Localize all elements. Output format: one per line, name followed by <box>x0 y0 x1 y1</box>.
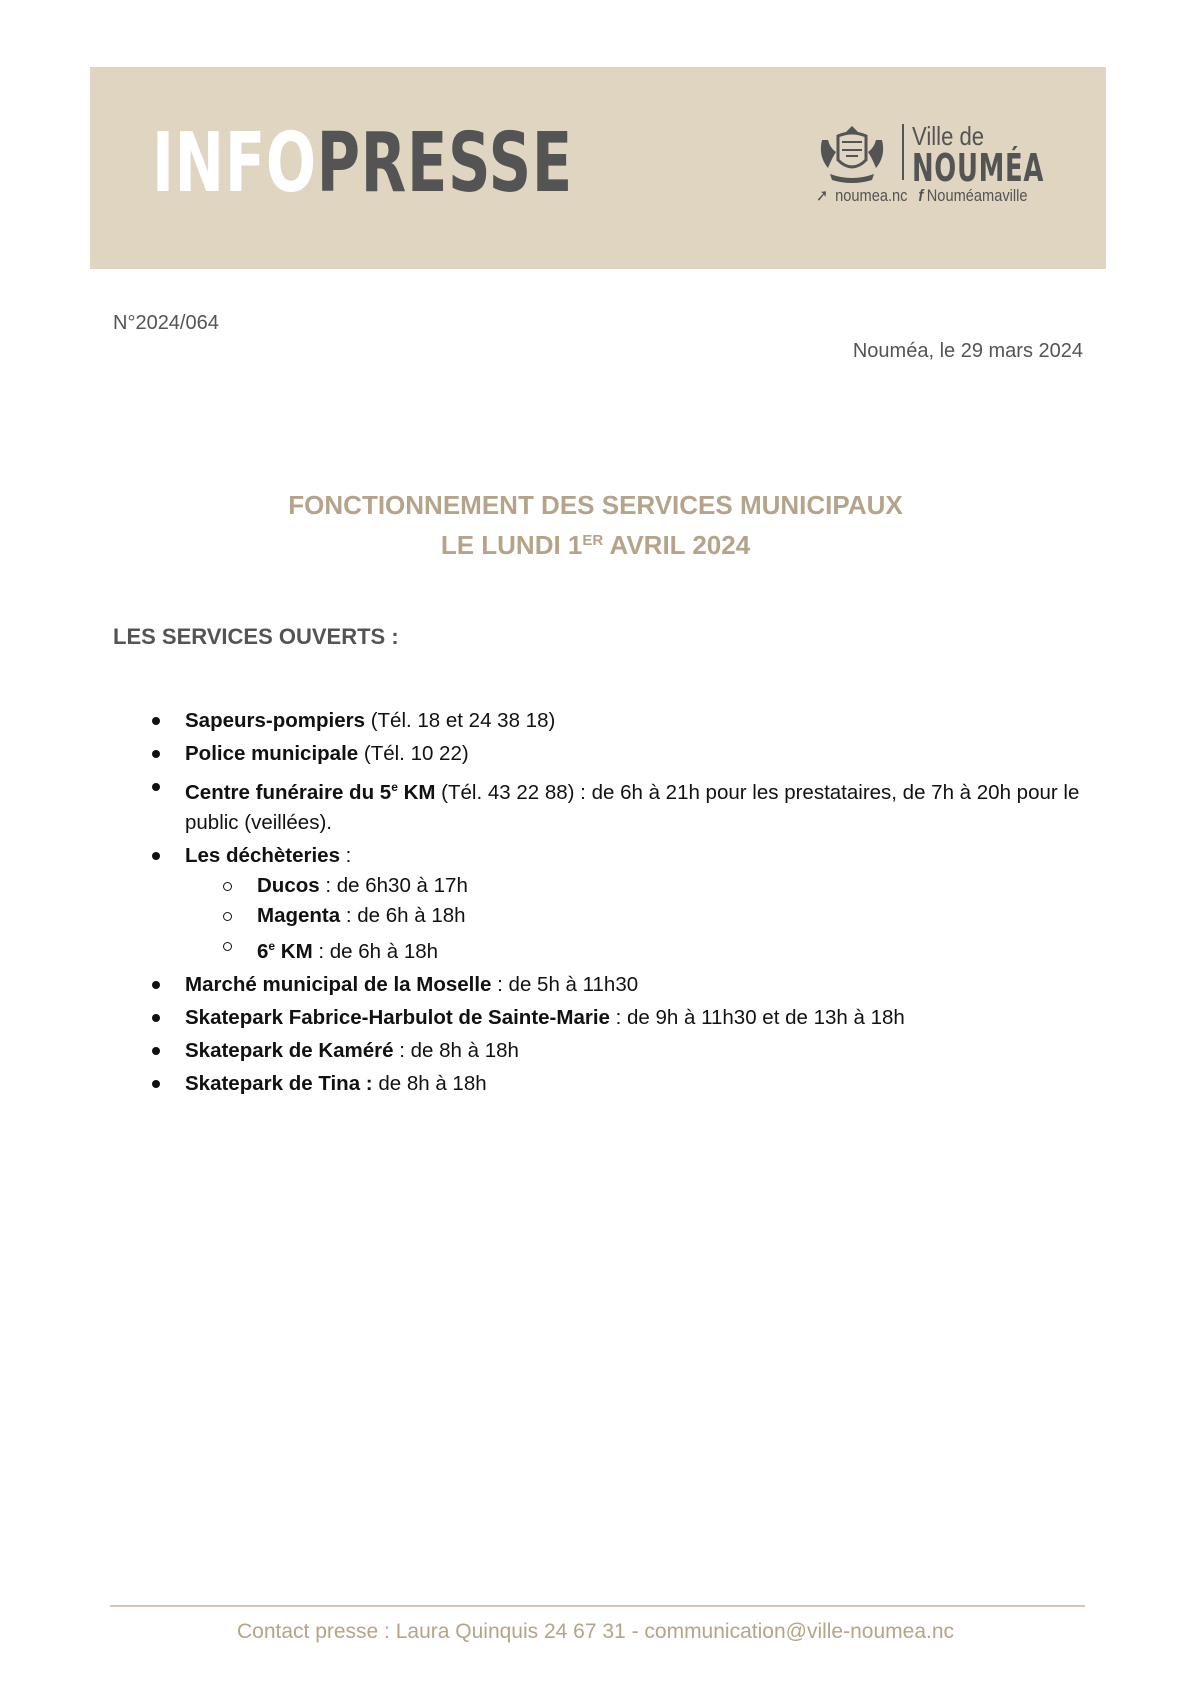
sub-list-item <box>0 871 1191 901</box>
subitem-name-sup: e <box>268 939 276 953</box>
list-item <box>0 706 1191 736</box>
list-item <box>0 1069 1191 1099</box>
list-item <box>0 970 1191 1000</box>
bullet-icon <box>152 1047 160 1055</box>
item-name-pre: Centre funéraire du 5 <box>185 781 392 804</box>
item-name: Skatepark de Kaméré <box>185 1039 394 1062</box>
item-name: Police municipale <box>185 742 359 765</box>
item-detail: : de 8h à 18h <box>393 1039 519 1062</box>
sub-list-item <box>0 931 1191 967</box>
bullet-icon <box>152 852 160 860</box>
subitem-name: Ducos <box>257 874 320 897</box>
list-item <box>0 841 1191 871</box>
item-detail: : de 9h à 11h30 et de 13h à 18h <box>609 1006 905 1029</box>
bullet-icon <box>152 1080 160 1088</box>
arrow-icon: ➚ <box>816 186 829 205</box>
circle-bullet-icon <box>223 912 232 921</box>
title-line-2-pre: LE LUNDI 1 <box>440 530 583 560</box>
item-detail: : de 5h à 11h30 <box>491 973 639 996</box>
item-name-sup: e <box>391 780 398 794</box>
list-item <box>0 772 1191 838</box>
website-link[interactable]: noumea.nc <box>835 186 908 205</box>
title-line-1: FONCTIONNEMENT DES SERVICES MUNICIPAUX <box>288 490 903 520</box>
logo-links <box>816 186 1034 206</box>
item-name: Skatepark de Tina : <box>185 1072 373 1095</box>
ville-de-noumea-logo <box>816 122 1046 207</box>
bullet-icon <box>152 783 160 791</box>
footer-divider <box>110 1605 1085 1607</box>
item-detail: (Tél. 10 22) <box>358 742 469 765</box>
item-name: Les déchèteries <box>185 844 340 867</box>
press-contact: Contact presse : Laura Quinquis 24 67 31 - communication@ville-noumea.nc <box>236 1620 955 1643</box>
subitem-name-post: KM <box>275 940 313 963</box>
list-item <box>0 1003 1191 1033</box>
logo-noumea: NOUMÉA <box>912 146 1045 190</box>
subitem-name <box>257 940 313 963</box>
item-name: Sapeurs-pompiers <box>185 709 365 732</box>
services-list <box>0 706 1191 1102</box>
item-detail: : <box>339 844 352 867</box>
logo-separator <box>902 124 904 180</box>
page-title <box>0 488 1191 563</box>
list-item <box>0 739 1191 769</box>
title-line-2 <box>0 523 1191 563</box>
circle-bullet-icon <box>223 942 232 951</box>
item-detail: de 8h à 18h <box>372 1072 487 1095</box>
city-crest-icon <box>816 122 888 186</box>
bullet-icon <box>152 981 160 989</box>
bullet-icon <box>152 1014 160 1022</box>
bullet-icon <box>152 717 160 725</box>
item-name: Marché municipal de la Moselle <box>185 973 492 996</box>
title-line-2-post: AVRIL 2024 <box>603 530 751 560</box>
item-name-post: KM <box>397 781 436 804</box>
bullet-icon <box>152 750 160 758</box>
wordmark-info: INFO <box>152 116 317 211</box>
subitem-detail: : de 6h à 18h <box>312 940 439 963</box>
wordmark-presse: PRESSE <box>316 116 573 211</box>
subitem-detail: : de 6h à 18h <box>340 904 466 927</box>
title-line-2-sup: ER <box>582 532 604 549</box>
item-detail: (Tél. 18 et 24 38 18) <box>365 709 556 732</box>
item-name <box>185 781 435 804</box>
logo-ville-de: Ville de <box>912 121 985 151</box>
facebook-icon: f <box>918 186 924 205</box>
section-heading: LES SERVICES OUVERTS : <box>113 624 399 649</box>
subitem-name-pre: 6 <box>257 940 269 963</box>
circle-bullet-icon <box>223 882 232 891</box>
header-banner <box>90 67 1106 269</box>
press-release-number: N°2024/064 <box>113 312 219 334</box>
item-name: Skatepark Fabrice-Harbulot de Sainte-Marie <box>185 1006 610 1029</box>
subitem-detail: : de 6h30 à 17h <box>319 874 468 897</box>
subitem-name: Magenta <box>257 904 341 927</box>
release-date: Nouméa, le 29 mars 2024 <box>852 340 1083 362</box>
list-item <box>0 1036 1191 1066</box>
sub-list-item <box>0 901 1191 931</box>
info-presse-wordmark <box>152 116 573 211</box>
item-detail: (Tél. 43 22 88) : de 6h à 21h pour les prestataires, de 7h à 20h pour le public (veillées). <box>185 781 1080 834</box>
facebook-link[interactable]: Nouméamaville <box>926 186 1028 205</box>
